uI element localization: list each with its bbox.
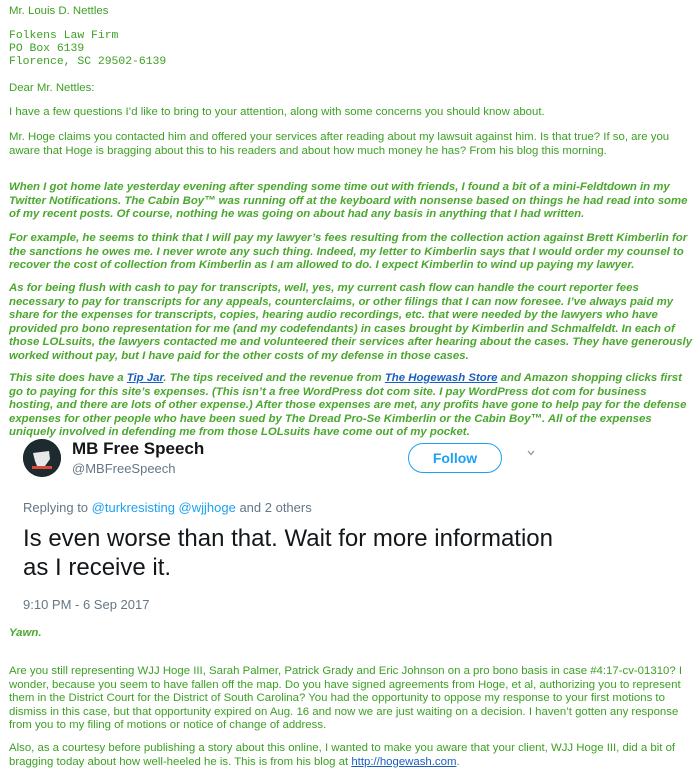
- paragraph-question: Mr. Hoge claims you contacted him and offered your services after reading about my lawsuit against him. Is that true? If so, are you aware that Hoge is bragging about this to his readers and about how much money he has? From his blog this morning.: [9, 131, 670, 157]
- blog-quote-1: When I got home late yesterday evening after spending some time out with friends, I found a bit of a mini-Feldtdown in my Twitter Notifications. The Cabin Boy™ was running off at the keyboard with nonsense based on things he had read into some of my recent posts. Of course, nothing he was going on about had any basis in anything that I had written.: [9, 181, 688, 220]
- tweet-text: Is even worse than that. Wait for more information as I receive it.: [23, 525, 554, 581]
- replying-to: [23, 500, 312, 515]
- hogewash-store-link[interactable]: The Hogewash Store: [384, 372, 498, 384]
- tweet-handle[interactable]: @MBFreeSpeech: [72, 461, 176, 476]
- salutation: Dear Mr. Nettles:: [9, 82, 95, 94]
- recipient-name: Mr. Louis D. Nettles: [9, 5, 109, 17]
- paragraph-courtesy: [9, 742, 693, 769]
- yawn-text: Yawn.: [9, 627, 42, 639]
- tweet-timestamp[interactable]: 9:10 PM - 6 Sep 2017: [23, 597, 150, 612]
- replying-suffix: and 2 others: [235, 500, 312, 515]
- chevron-down-icon[interactable]: [527, 449, 535, 457]
- recipient-address: [9, 30, 166, 69]
- avatar-icon[interactable]: [23, 439, 61, 477]
- address-line: Folkens Law Firm: [9, 30, 119, 42]
- quote-text: This site does have a: [9, 372, 127, 384]
- paragraph-intro: I have a few questions I’d like to bring to your attention, along with some concerns you should know about.: [9, 106, 545, 118]
- tweet-display-name[interactable]: MB Free Speech: [72, 439, 205, 458]
- tip-jar-link[interactable]: Tip Jar: [126, 372, 164, 384]
- replying-users-link[interactable]: @turkresisting @wjjhoge: [91, 500, 236, 515]
- courtesy-text: Also, as a courtesy before publishing a story about this online, I wanted to make you aware that your client, WJJ Hoge III, did a bit of bragging today about how well-heeled he is. This is from his blog at: [9, 742, 676, 768]
- courtesy-text: .: [456, 755, 460, 768]
- blog-quote-3: As for being flush with cash to pay for transcripts, well, yes, my current cash flow can handle the court reporter fees necessary to pay for transcripts for any appeals, counterclaims, or other filings that I can now foresee. I’ve always paid my share for the expenses for transcripts, copies, hearing audio recordings, etc. that were needed by the lawyers who have provided pro bono representation for me (and my codefendants) in cases brought by Kimberlin and Schmalfeldt. In each of those LOLsuits, the lawyers contacted me and volunteered their services after hearing about the cases. They have generously worked without pay, but I have paid for the other costs of my defense in those cases.: [9, 282, 693, 362]
- address-line: Florence, SC 29502-6139: [9, 56, 167, 68]
- quote-text: . The tips received and the revenue from: [163, 372, 385, 384]
- embedded-tweet: [9, 437, 569, 623]
- paragraph-representation: Are you still representing WJJ Hoge III, Sarah Palmer, Patrick Grady and Eric Johnson on a pro bono basis in case #4:17-cv-01310? I wonder, because you seem to have fallen off the map. Do you have signed agreements from Hoge, et al, authorizing you to represent them in the District Court for the District of South Carolina? You had the opportunity to oppose my response to your first motions to dismiss in this case, but that opportunity expired on Aug. 16 and now we are just waiting on a decision. I haven’t gotten any response from you to my filing of motions or notice of change of address.: [9, 665, 683, 731]
- blog-quote-4: [9, 372, 693, 440]
- replying-prefix: Replying to: [23, 500, 92, 515]
- follow-button[interactable]: Follow: [408, 443, 502, 473]
- address-line: PO Box 6139: [9, 43, 85, 55]
- quote-text: and Amazon shopping clicks first go to paying for this site’s expenses. (This isn’t a free WordPress dot com site. I pay WordPress dot com for business hosting, and there are lots of other expense.) After those expenses are met, any profits have gone to help pay for the defense expenses for other people who have been sued by The Dread Pro-Se Kimberlin or the Cabin Boy™. All of the expenses uniquely involved in defending me from those LOLsuits have come out of my pocket.: [9, 372, 687, 438]
- hogewash-link[interactable]: http://hogewash.com: [351, 755, 457, 768]
- blog-quote-2: For example, he seems to think that I will pay my lawyer’s fees resulting from the collection action against Brett Kimberlin for the sanctions he owes me. I never wrote any such thing. Indeed, my letter to Kimberlin says that I would order my counsel to recover the cost of collection from Kimberlin as I am allowed to do. I expect Kimberlin to wind up paying my lawyer.: [9, 232, 688, 271]
